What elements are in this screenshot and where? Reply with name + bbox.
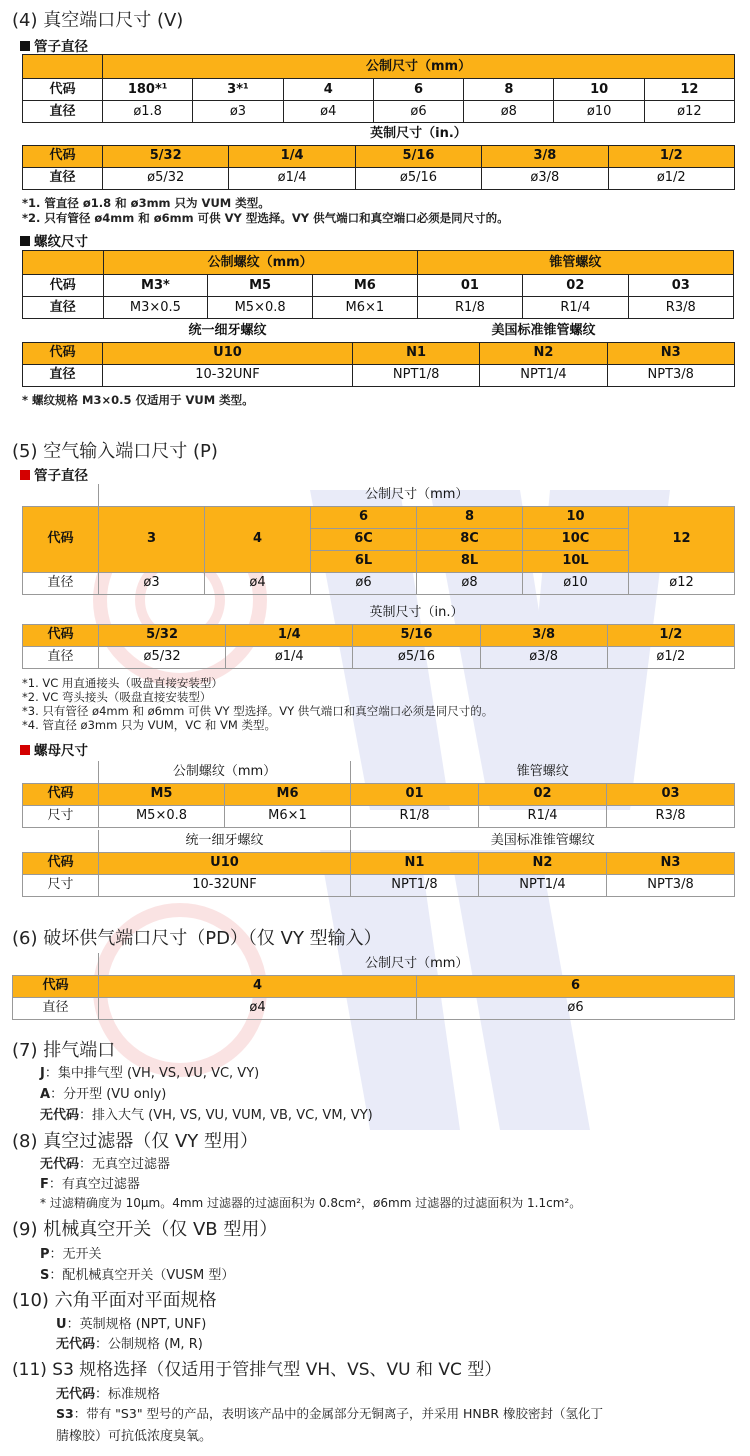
section-10-title: (10) 六角平面对平面规格: [12, 1290, 217, 1311]
list-item: A：分开型 (VU only): [40, 1087, 167, 1102]
vacuum-thread-table: 公制螺纹（mm） 锥管螺纹 代码 M3* M5 M6 01 02 03 直径 M3×0.5 M5×0.8 M6×1 R1/8 R1/4 R3/8: [22, 250, 734, 319]
bullet-square-icon: [20, 236, 30, 246]
tube-diameter-heading: 管子直径: [20, 35, 88, 55]
note: * 螺纹规格 M3×0.5 仅适用于 VUM 类型。: [22, 393, 254, 407]
air-input-tube-table: 公制尺寸（mm） 代码 3 4 6 8 10 12 6C 8C 10C 6L 8L 10L 直径 ø3 ø4 ø6 ø8 ø10 ø12: [22, 484, 735, 595]
list-item: 无代码：标准规格: [56, 1387, 161, 1402]
air-input-nut-table: 公制螺纹（mm） 锥管螺纹 代码 M5 M6 01 02 03 尺寸 M5×0.8 M6×1 R1/8 R1/4 R3/8: [22, 761, 735, 828]
thread-size-heading: 螺纹尺寸: [20, 230, 88, 250]
pd-port-table: 公制尺寸（mm） 代码 4 6 直径 ø4 ø6: [12, 953, 735, 1020]
bullet-square-icon: [20, 470, 30, 480]
tube-diameter-heading: 管子直径: [20, 464, 88, 484]
section-9-title: (9) 机械真空开关（仅 VB 型用）: [12, 1219, 278, 1240]
note: *1. 管直径 ø1.8 和 ø3mm 只为 VUM 类型。: [22, 196, 270, 210]
air-input-tube-inch-table: 英制尺寸（in.） 代码 5/32 1/4 5/16 3/8 1/2 直径 ø5/32 ø1/4 ø5/16 ø3/8 ø1/2: [22, 602, 735, 669]
list-item: F：有真空过滤器: [40, 1177, 140, 1192]
list-item: 无代码：无真空过滤器: [40, 1157, 171, 1172]
filter-note: * 过滤精确度为 10μm。4mm 过滤器的过滤面积为 0.8cm²，ø6mm 过滤器的过滤面积为 1.1cm²。: [40, 1196, 582, 1210]
list-item: 无代码：公制规格 (M, R): [56, 1337, 203, 1352]
section-5-title: (5) 空气输入端口尺寸 (P): [12, 441, 218, 462]
list-item: J：集中排气型 (VH, VS, VU, VC, VY): [40, 1066, 260, 1081]
note: *4. 管直径 ø3mm 只为 VUM，VC 和 VM 类型。: [22, 718, 276, 732]
bullet-square-icon: [20, 745, 30, 755]
list-item: S3：带有 "S3" 型号的产品，表明该产品中的金属部分无铜离子，并采用 HNBR 橡胶密封（氢化丁: [56, 1406, 603, 1421]
section-7-title: (7) 排气端口: [12, 1040, 116, 1061]
section-6-title: (6) 破坏供气端口尺寸（PD）（仅 VY 型输入）: [12, 928, 382, 949]
note: *2. VC 弯头接头（吸盘直接安装型）: [22, 690, 212, 704]
section-8-title: (8) 真空过滤器（仅 VY 型用）: [12, 1131, 258, 1152]
air-input-nut-inch-table: 统一细牙螺纹 美国标准锥管螺纹 代码 U10 N1 N2 N3 尺寸 10-32UNF NPT1/8 NPT1/4 NPT3/8: [22, 830, 735, 897]
list-item: P：无开关: [40, 1247, 102, 1262]
bullet-square-icon: [20, 41, 30, 51]
list-item: S：配机械真空开关（VUSM 型）: [40, 1268, 235, 1283]
vacuum-tube-table: 公制尺寸（mm） 代码 180*¹ 3*¹ 4 6 8 10 12 直径 ø1.8 ø3 ø4 ø6 ø8 ø10 ø12: [22, 54, 735, 123]
note: *2. 只有管径 ø4mm 和 ø6mm 可供 VY 型选择。VY 供气端口和真空端口必须是同尺寸的。: [22, 211, 509, 225]
note: *1. VC 用直通接头（吸盘直接安装型）: [22, 676, 223, 690]
nut-size-heading: 螺母尺寸: [20, 739, 88, 759]
section-4-title: (4) 真空端口尺寸 (V): [12, 10, 184, 31]
list-item: 无代码：排入大气 (VH, VS, VU, VUM, VB, VC, VM, VY): [40, 1108, 373, 1123]
list-item: U：英制规格 (NPT, UNF): [56, 1317, 207, 1332]
vacuum-tube-inch-table: 英制尺寸（in.） 代码 5/32 1/4 5/16 3/8 1/2 直径 ø5/32 ø1/4 ø5/16 ø3/8 ø1/2: [22, 123, 735, 190]
note: *3. 只有管径 ø4mm 和 ø6mm 可供 VY 型选择。VY 供气端口和真空端口必须是同尺寸的。: [22, 704, 494, 718]
vacuum-thread-inch-table: 统一细牙螺纹 美国标准锥管螺纹 代码 U10 N1 N2 N3 直径 10-32UNF NPT1/8 NPT1/4 NPT3/8: [22, 320, 735, 387]
list-item-continued: 腈橡胶）可抗低浓度臭氧。: [56, 1429, 213, 1444]
section-11-title: (11) S3 规格选择（仅适用于管排气型 VH、VS、VU 和 VC 型）: [12, 1360, 502, 1380]
